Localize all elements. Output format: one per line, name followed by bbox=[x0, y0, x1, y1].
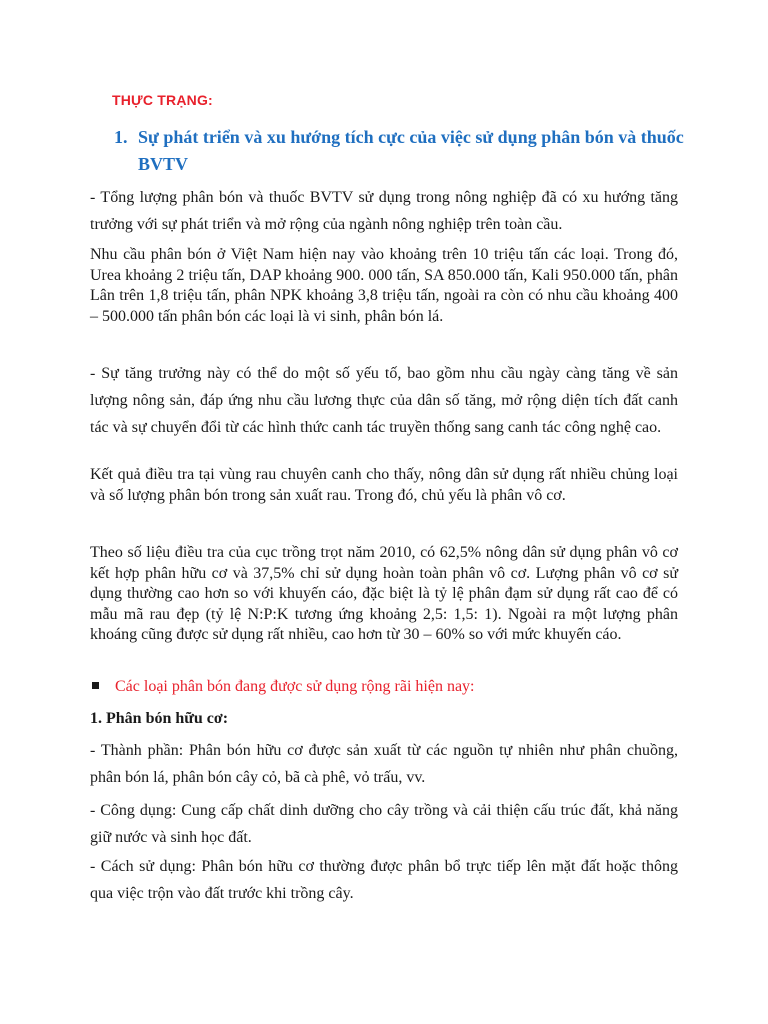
square-bullet-icon bbox=[92, 682, 99, 689]
bullet-text: Các loại phân bón đang được sử dụng rộng rãi hiện nay: bbox=[115, 678, 475, 695]
heading-text: Sự phát triển và xu hướng tích cực của việc sử dụng phân bón và thuốc BVTV bbox=[138, 127, 684, 174]
heading-number: 1. bbox=[114, 127, 128, 147]
paragraph-fertilizer-demand: Nhu cầu phân bón ở Việt Nam hiện nay vào khoảng trên 10 triệu tấn các loại. Trong đó, Urea khoảng 2 triệu tấn, DAP khoảng 900. 000 tấn, SA 850.000 tấn, Kali 950.000 tấn, phân Lân trên 1,8 triệu tấn, phân NPK khoảng 3,8 triệu tấn, ngoài ra còn có nhu cầu khoảng 400 – 500.000 tấn phân bón các loại là vi sinh, phân bón lá. bbox=[90, 246, 678, 325]
paragraph-statistics: Theo số liệu điều tra của cục trồng trọt năm 2010, có 62,5% nông dân sử dụng phân vô cơ kết hợp phân hữu cơ và 37,5% chỉ sử dụng hoàn toàn phân vô cơ. Lượng phân vô cơ sử dụng thường cao hơn so với khuyến cáo, đặc biệt là tỷ lệ phân đạm sử dụng rất cao để có mẫu mã rau đẹp (tỷ lệ N:P:K tương ứng khoảng 2,5: 1,5: 1). Ngoài ra một lượng phân khoáng cũng được sử dụng rất nhiều, cao hơn từ 30 – 60% so với mức khuyến cáo. bbox=[90, 544, 678, 643]
section-label: THỰC TRẠNG: bbox=[112, 92, 213, 108]
detail-usage-benefit: - Công dụng: Cung cấp chất dinh dưỡng cho cây trồng và cải thiện cấu trúc đất, khả năng giữ nước và sinh học đất. bbox=[90, 802, 678, 846]
paragraph-survey-result: Kết quả điều tra tại vùng rau chuyên canh cho thấy, nông dân sử dụng rất nhiều chủng loại và số lượng phân bón trong sản xuất rau. Trong đó, chủ yếu là phân vô cơ. bbox=[90, 466, 678, 504]
bullet-item bbox=[90, 676, 678, 698]
detail-how-to-use: - Cách sử dụng: Phân bón hữu cơ thường được phân bổ trực tiếp lên mặt đất hoặc thông qua việc trộn vào đất trước khi trồng cây. bbox=[90, 858, 678, 902]
subheading-organic-fertilizer: 1. Phân bón hữu cơ: bbox=[90, 710, 229, 727]
paragraph-growth-factors: - Sự tăng trưởng này có thể do một số yếu tố, bao gồm nhu cầu ngày càng tăng về sản lượng nông sản, đáp ứng nhu cầu lương thực của dân số tăng, mở rộng diện tích đất canh tác và sự chuyển đổi từ các hình thức canh tác truyền thống sang canh tác công nghệ cao. bbox=[90, 365, 678, 436]
paragraph-total-usage: - Tổng lượng phân bón và thuốc BVTV sử dụng trong nông nghiệp đã có xu hướng tăng trưởng với sự phát triển và mở rộng của ngành nông nghiệp trên toàn cầu. bbox=[90, 189, 678, 233]
heading-1 bbox=[114, 124, 684, 178]
detail-composition: - Thành phần: Phân bón hữu cơ được sản xuất từ các nguồn tự nhiên như phân chuồng, phân bón lá, phân bón cây cỏ, bã cà phê, vỏ trấu, vv. bbox=[90, 742, 678, 786]
